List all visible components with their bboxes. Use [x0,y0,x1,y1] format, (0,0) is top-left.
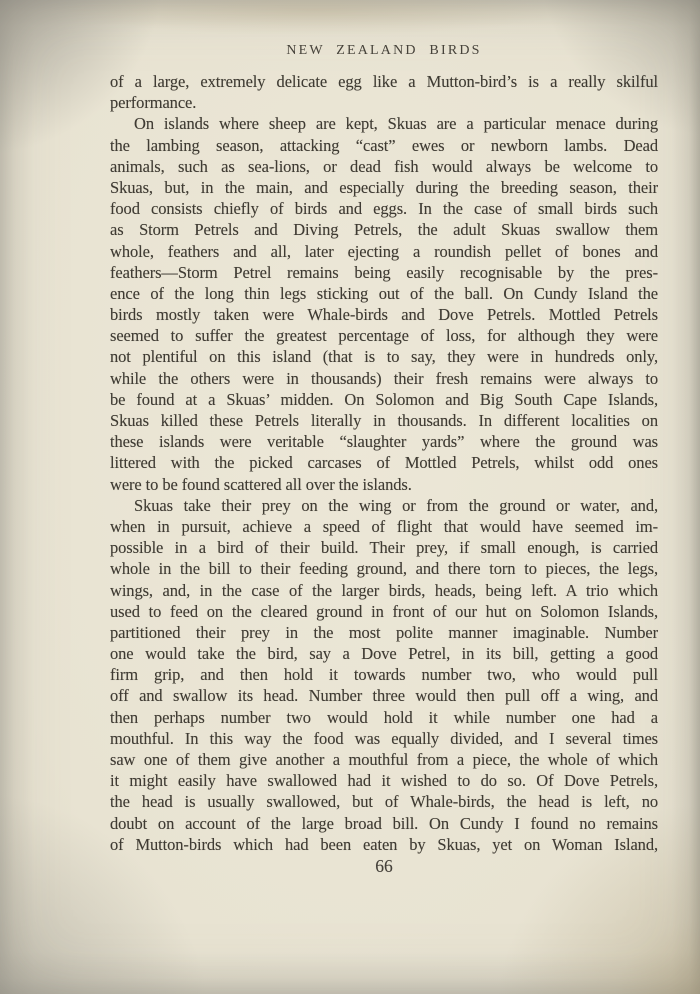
text-line: feathers—Storm Petrel remains being easily recognisable by the pres- [110,262,658,282]
running-header: NEW ZEALAND BIRDS [286,43,482,58]
text-line: be found at a Skuas’ midden. On Solomon and Big South Cape Islands, [110,389,658,409]
text-line: used to feed on the cleared ground in front of our hut on Solomon Islands, [110,601,658,621]
text-line: were to be found scattered all over the islands. [110,474,412,494]
text-line: partitioned their prey in the most polite manner imaginable. Number [110,622,658,642]
text-line: On islands where sheep are kept, Skuas are a particular menace during [134,114,658,134]
text-line: then perhaps number two would hold it while number one had a [110,707,658,727]
text-line: it might easily have swallowed had it wished to do so. Of Dove Petrels, [110,771,658,791]
text-line: these islands were veritable “slaughter yards” where the ground was [110,432,658,452]
text-line: of a large, extremely delicate egg like a Mutton-bird’s is a really skilful [110,72,658,91]
text-line: seemed to suffer the greatest percentage of loss, for although they were [110,326,658,346]
text-line: not plentiful on this island (that is to say, they were in hundreds only, [110,347,658,367]
text-line: one would take the bird, say a Dove Petrel, in its bill, getting a good [110,644,658,664]
text-line: off and swallow its head. Number three would then pull off a wing, and [110,686,658,706]
text-line: the head is usually swallowed, but of Whale-birds, the head is left, no [110,792,658,812]
text-line: performance. [110,93,197,113]
text-line: whole, feathers and all, later ejecting a roundish pellet of bones and [110,241,658,261]
text-line: saw one of them give another a mouthful from a piece, the whole of which [110,750,658,769]
text-line: Skuas take their prey on the wing or from the ground or water, and, [134,495,658,515]
paragraph [110,113,658,494]
text-line: the lambing season, attacking “cast” ewes or newborn lambs. Dead [110,135,658,155]
paragraph [110,71,658,113]
text-line: of Mutton-birds which had been eaten by Skuas, yet on Woman Island, [110,834,658,854]
text-line: animals, such as sea-lions, or dead fish would always be welcome to [110,156,658,176]
text-line: food consists chiefly of birds and eggs. In the case of small birds such [110,199,658,219]
text-line: when in pursuit, achieve a speed of flight that would have seemed im- [110,516,658,536]
page-number: 66 [375,856,393,876]
text-line: doubt on account of the large broad bill. On Cundy I found no remains [110,813,658,833]
text-line: whole in the bill to their feeding ground, and there torn to pieces, the legs, [110,559,658,579]
text-line: littered with the picked carcases of Mottled Petrels, whilst odd ones [110,453,658,473]
text-line: mouthful. In this way the food was equally divided, and I several times [110,728,658,748]
text-line: ence of the long thin legs sticking out of the ball. On Cundy Island the [110,283,658,303]
text-line: birds mostly taken were Whale-birds and Dove Petrels. Mottled Petrels [110,305,658,325]
text-line: Skuas, but, in the main, and especially during the breeding season, their [110,177,658,197]
text-line: while the others were in thousands) their fresh remains were always to [110,368,658,388]
paragraph [110,495,658,855]
text-line: possible in a bird of their build. Their prey, if small enough, is carried [110,538,658,558]
text-line: wings, and, in the case of the larger birds, heads, being left. A trio which [110,580,658,600]
text-line: Skuas killed these Petrels literally in thousands. In different localities on [110,411,658,430]
text-block [110,71,658,855]
text-line: as Storm Petrels and Diving Petrels, the adult Skuas swallow them [110,220,658,240]
text-line: firm grip, and then hold it towards number two, who would pull [110,665,658,685]
